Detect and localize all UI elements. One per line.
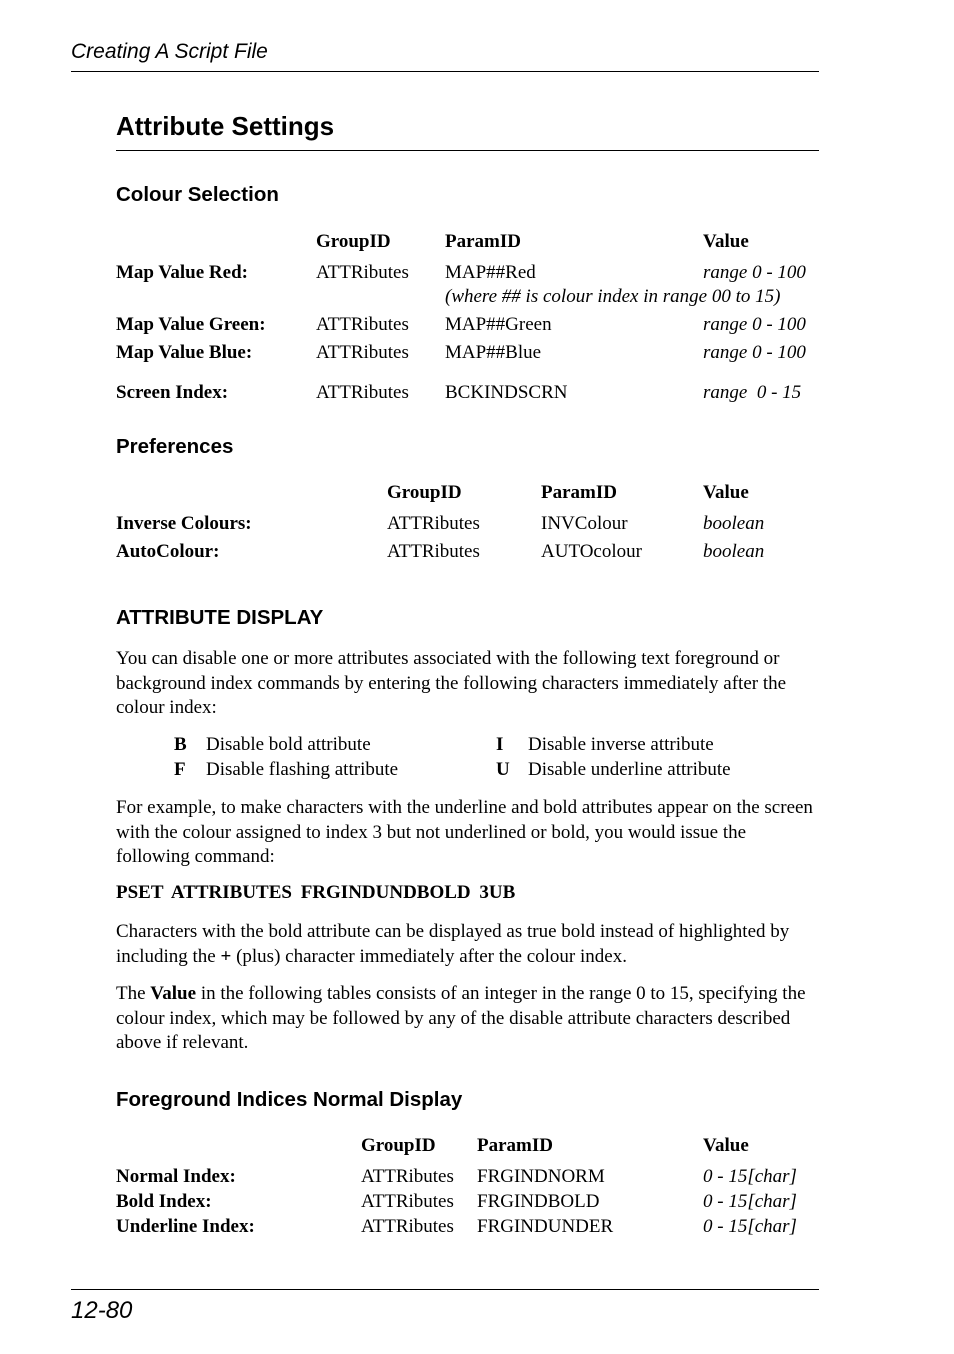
row-group: ATTRibutes [387,541,480,562]
row-group: ATTRibutes [316,262,409,283]
row-param: FRGINDBOLD [477,1191,600,1212]
row-group: ATTRibutes [316,342,409,363]
row-label: Inverse Colours: [116,513,252,534]
foreground-heading: Foreground Indices Normal Display [116,1088,463,1111]
row-label: Map Value Blue: [116,342,253,363]
col-header-paramid: ParamID [477,1135,553,1156]
row-value: range 0 - 15 [703,382,802,403]
attribute-display-heading: ATTRIBUTE DISPLAY [116,606,324,629]
row-group: ATTRibutes [361,1191,454,1212]
row-group: ATTRibutes [361,1216,454,1237]
row-value: range 0 - 100 [703,342,806,363]
section-title: Attribute Settings [116,111,335,141]
page-number: 12-80 [71,1297,133,1324]
colour-index-note: (where ## is colour index in range 00 to 15) [445,286,781,307]
footer-rule [71,1289,819,1290]
col-header-value: Value [703,1135,749,1156]
row-label: AutoColour: [116,541,220,562]
row-label: Underline Index: [116,1216,255,1237]
row-label: Map Value Red: [116,262,248,283]
code-key: B [174,734,187,755]
header-rule [71,71,819,72]
row-group: ATTRibutes [387,513,480,534]
code-key: I [496,734,504,755]
preferences-heading: Preferences [116,435,234,458]
col-header-paramid: ParamID [445,231,521,252]
value-paragraph [116,982,821,1056]
row-group: ATTRibutes [316,382,409,403]
example-paragraph: For example, to make characters with the underline and bold attributes appear on the screen with the colour assigned to index 3 but not underlined or bold, you would issue the following command: [116,797,813,867]
col-header-groupid: GroupID [361,1135,436,1156]
code-description: Disable inverse attribute [528,734,714,755]
value-term: Value [150,983,197,1004]
text-run: (plus) character immediately after the colour index. [231,945,627,967]
row-param: FRGINDNORM [477,1166,605,1187]
row-param: MAP##Red [445,262,536,283]
row-param: INVColour [541,513,628,534]
row-value: boolean [703,513,765,534]
code-key: F [174,759,186,780]
true-bold-paragraph [116,920,821,969]
code-key: U [496,759,510,780]
col-header-value: Value [703,231,749,252]
row-param: MAP##Blue [445,342,542,363]
col-header-groupid: GroupID [316,231,391,252]
command-example: PSET ATTRIBUTES FRGINDUNDBOLD 3UB [116,882,516,903]
row-param: BCKINDSCRN [445,382,568,403]
row-label: Normal Index: [116,1166,236,1187]
code-description: Disable underline attribute [528,759,731,780]
row-value: range 0 - 100 [703,262,806,283]
code-description: Disable flashing attribute [206,759,399,780]
attribute-display-intro: You can disable one or more attributes associated with the following text foreground or background index commands by entering the following characters immediately after the colour index: [116,648,787,718]
text-run: Characters with the bold attribute can be displayed as true bold instead of highlighted by including the [116,921,790,967]
row-label: Map Value Green: [116,314,266,335]
row-value: 0 - 15[char] [703,1216,797,1237]
running-head: Creating A Script File [71,40,268,63]
colour-selection-heading: Colour Selection [116,183,279,206]
text-run: The [116,983,151,1004]
row-label: Screen Index: [116,382,229,403]
row-param: AUTOcolour [541,541,642,562]
row-value: 0 - 15[char] [703,1191,797,1212]
row-value: boolean [703,541,765,562]
row-group: ATTRibutes [316,314,409,335]
text-run: in the following tables consists of an integer in the range 0 to 15, specifying the colour index, which may be followed by any of the disable attribute characters described above if relevant. [116,983,806,1053]
col-header-groupid: GroupID [387,482,462,503]
code-description: Disable bold attribute [206,734,371,755]
row-value: 0 - 15[char] [703,1166,797,1187]
plus-symbol: + [220,945,232,967]
col-header-paramid: ParamID [541,482,617,503]
section-title-rule [116,150,819,151]
row-param: MAP##Green [445,314,552,335]
row-group: ATTRibutes [361,1166,454,1187]
row-label: Bold Index: [116,1191,212,1212]
row-value: range 0 - 100 [703,314,806,335]
row-param: FRGINDUNDER [477,1216,614,1237]
col-header-value: Value [703,482,749,503]
